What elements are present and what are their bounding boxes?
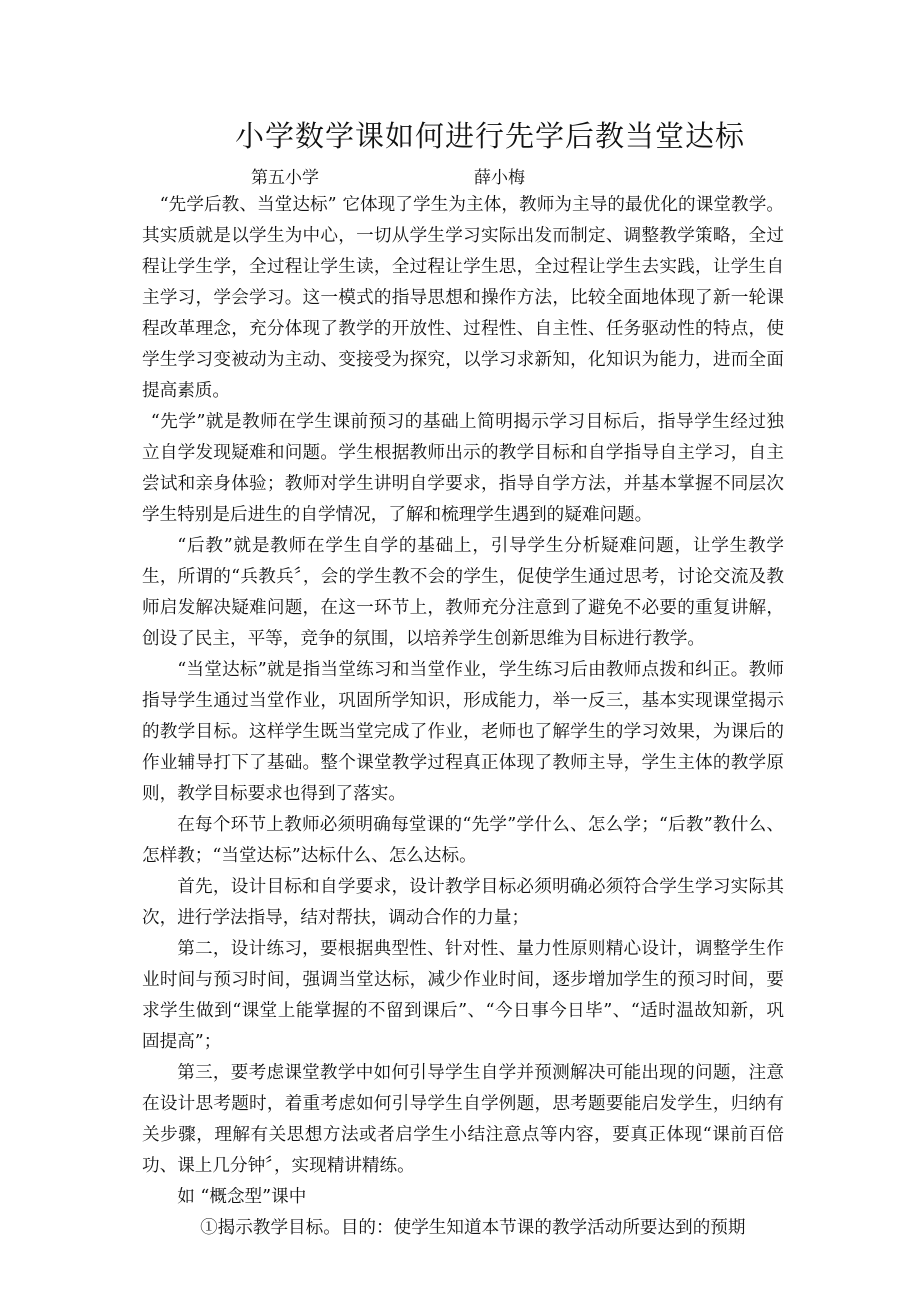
document-title: 小学数学课如何进行先学后教当堂达标 [234,119,745,153]
paragraph-first: 首先，设计目标和自学要求，设计教学目标必须明确必须符合学生学习实际其次，进行学法指导，结对帮扶，调动合作的力量； [142,877,784,928]
paragraph-each-stage: 在每个环节上教师必须明确每堂课的“先学”学什么、怎么学；“后教”教什么、怎样教；“当堂达标”达标什么、怎么达标。 [142,815,784,866]
paragraph-houjiao: “后教”就是教师在学生自学的基础上，引导学生分析疑难问题，让学生教学生，所谓的“兵教兵〞，会的学生教不会的学生，促使学生通过思考，讨论交流及教师启发解决疑难问题，在这一环节上，教师充分注意到了避免不必要的重复讲解，创设了民主，平等，竞争的氛围，以培养学生创新思维为目标进行教学。 [142,536,784,649]
document-body [142,190,784,1244]
paragraph-step-one: ①揭示教学目标。目的：使学生知道本节课的教学活动所要达到的预期 [200,1218,746,1238]
author-name: 薛小梅 [474,168,525,188]
school-name: 第五小学 [251,168,319,188]
paragraph-intro: “先学后教、当堂达标” 它体现了学生为主体，教师为主导的最优化的课堂教学。其实质就是以学生为中心，一切从学生学习实际出发而制定、调整教学策略，全过程让学生学，全过程让学生读，全过程让学生思，全过程让学生去实践，让学生自主学习，学会学习。这一模式的指导思想和操作方法，比较全面地体现了新一轮课程改革理念，充分体现了教学的开放性、过程性、自主性、任务驱动性的特点，使学生学习变被动为主动、变接受为探究，以学习求新知，化知识为能力，进而全面提高素质。 [142,195,784,401]
paragraph-xianxue: “先学”就是教师在学生课前预习的基础上简明揭示学习目标后，指导学生经过独立自学发现疑难和问题。学生根据教师出示的教学目标和自学指导自主学习，自主尝试和亲身体验；教师对学生讲明自学要求，指导自学方法，并基本掌握不同层次学生特别是后进生的自学情况，了解和梳理学生遇到的疑难问题。 [142,412,784,525]
paragraph-dangtang-dabiao: “当堂达标”就是指当堂练习和当堂作业，学生练习后由教师点拨和纠正。教师指导学生通过当堂作业，巩固所学知识，形成能力，举一反三，基本实现课堂揭示的教学目标。这样学生既当堂完成了作业，老师也了解学生的学习效果，为课后的作业辅导打下了基础。整个课堂教学过程真正体现了教师主导，学生主体的教学原则，教学目标要求也得到了落实。 [142,660,784,804]
paragraph-example: 如 “概念型”课中 [177,1187,307,1207]
paragraph-third: 第三，要考虑课堂教学中如何引导学生自学并预测解决可能出现的问题，注意在设计思考题时，着重考虑如何引导学生自学例题，思考题要能启发学生，归纳有关步骤，理解有关思想方法或者启学生小结注意点等内容，要真正体现“课前百倍功、课上几分钟〞，实现精讲精练。 [142,1063,784,1176]
paragraph-second: 第二，设计练习，要根据典型性、针对性、量力性原则精心设计，调整学生作业时间与预习时间，强调当堂达标，减少作业时间，逐步增加学生的预习时间，要求学生做到“课堂上能掌握的不留到课后”、“今日事今日毕”、“适时温故知新，巩固提高”； [142,939,784,1052]
